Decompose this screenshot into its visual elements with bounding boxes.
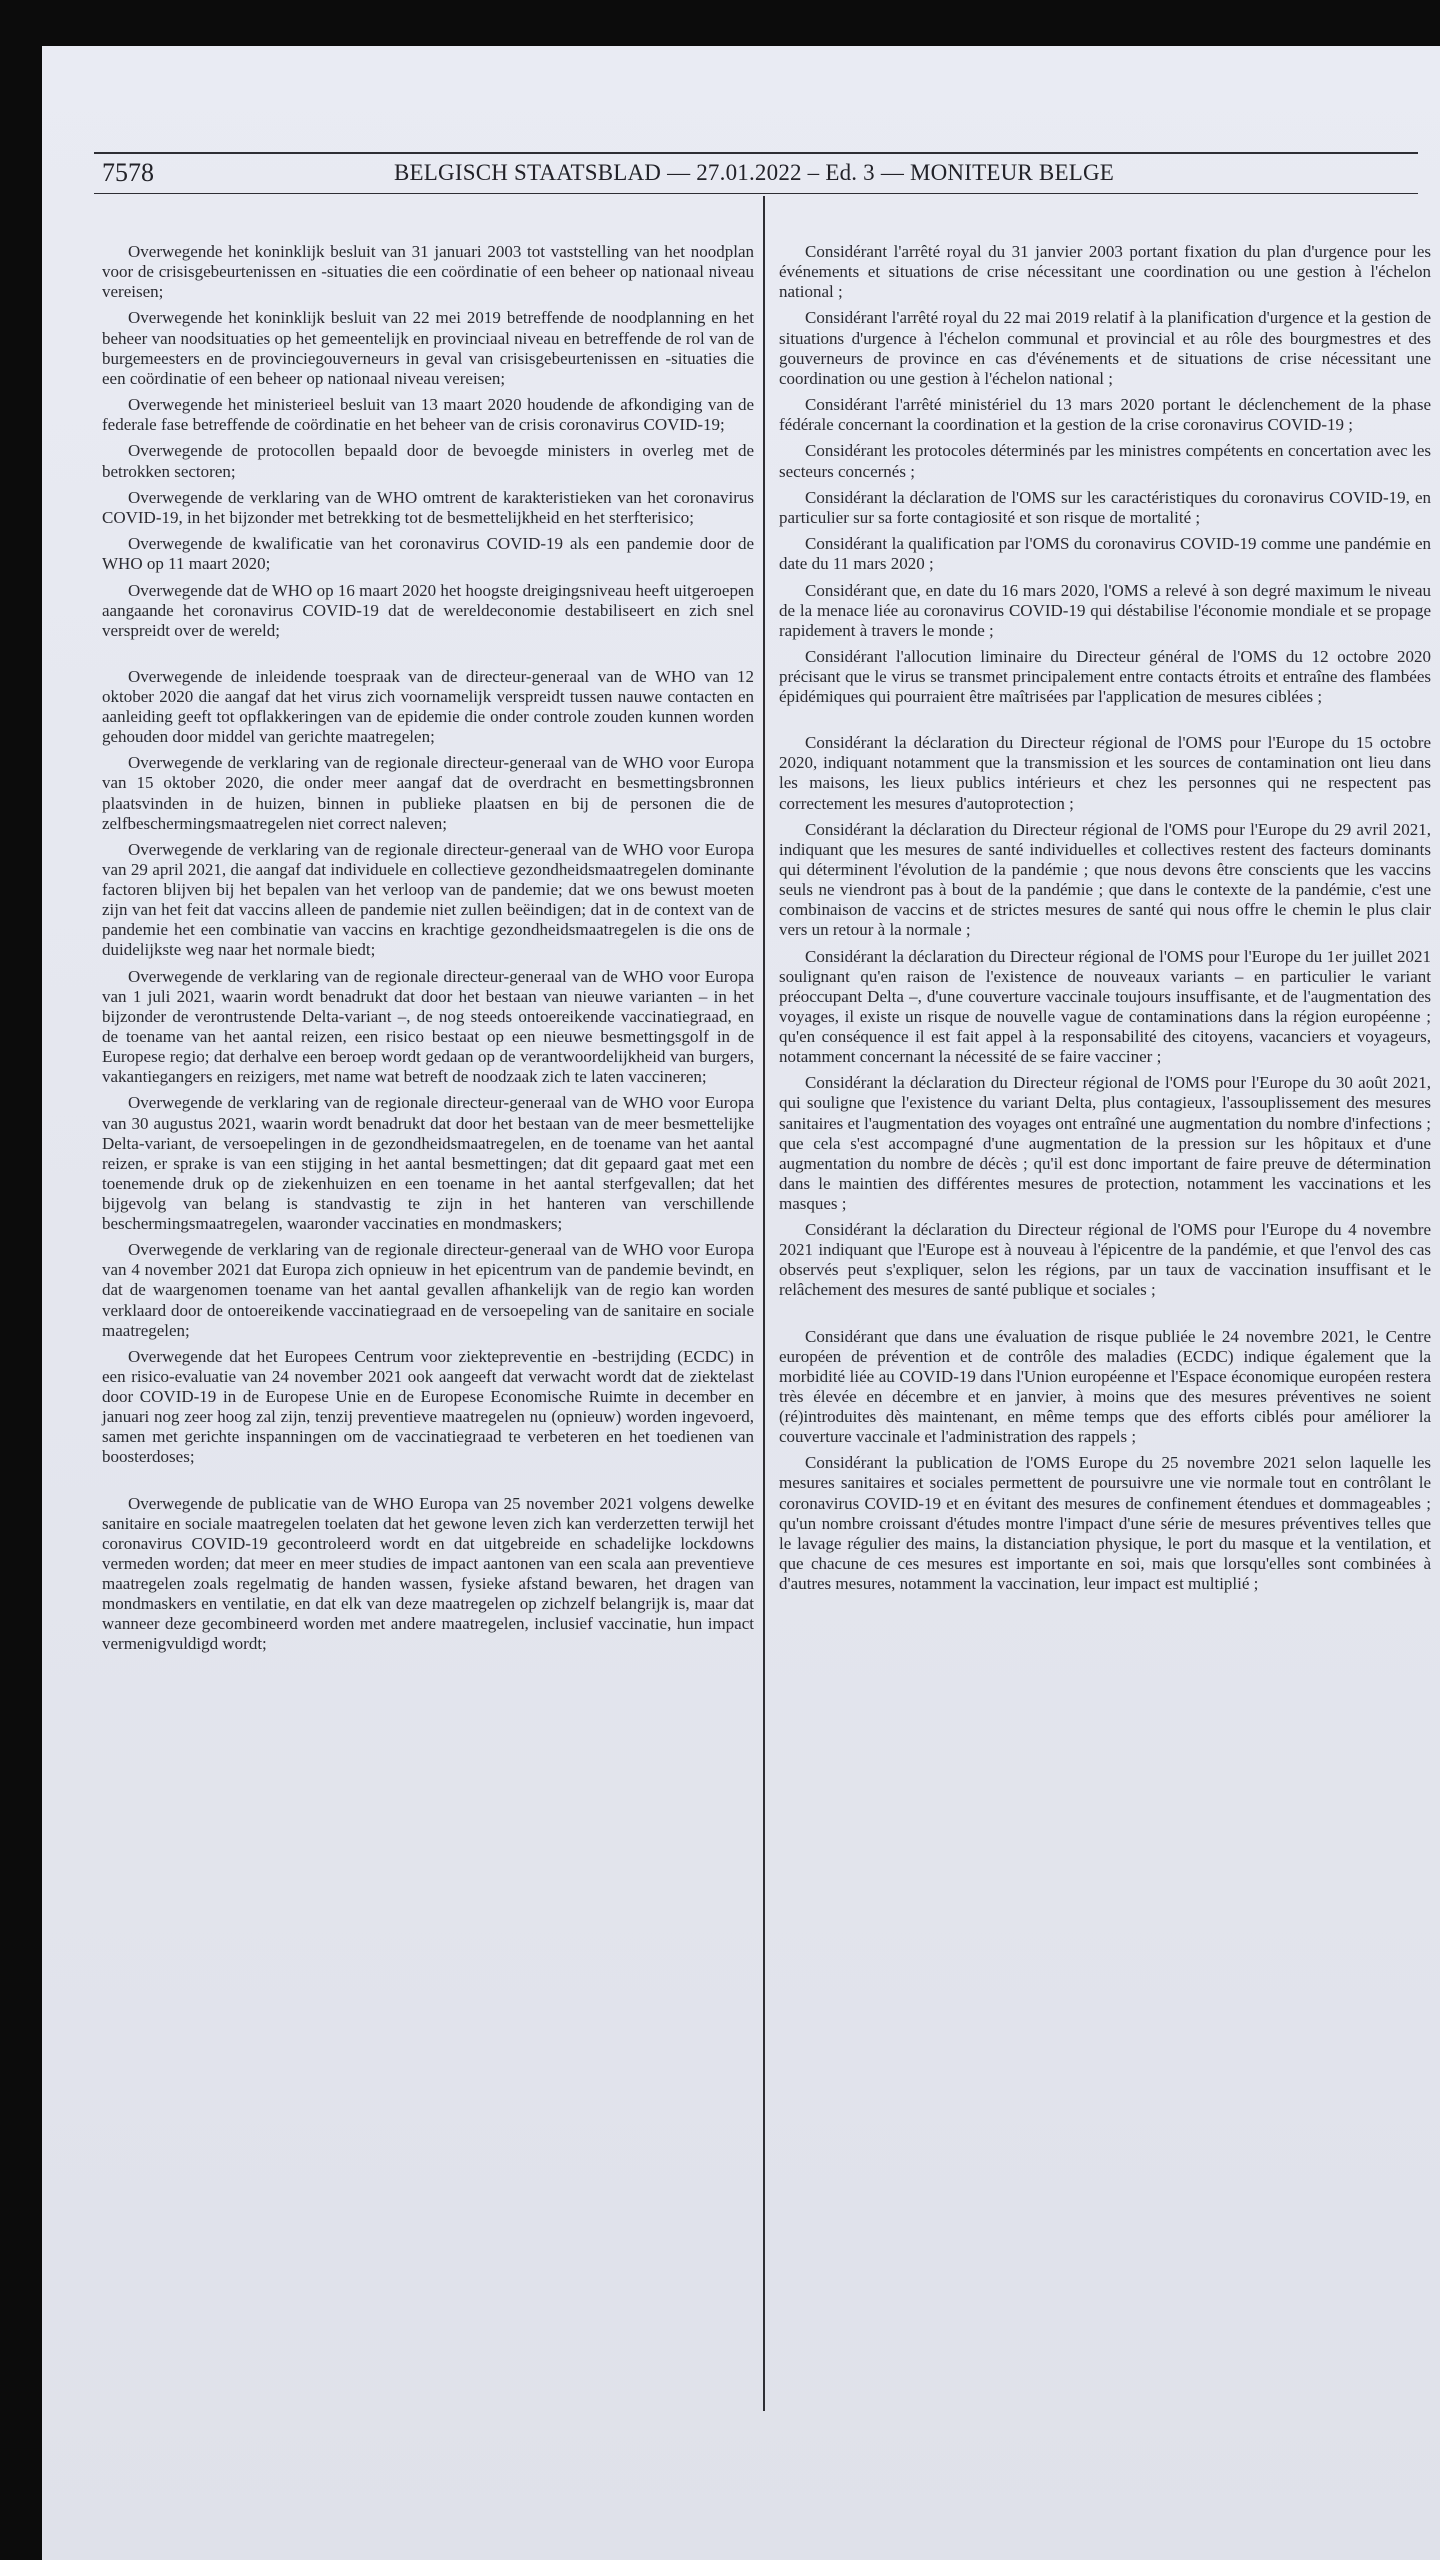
french-paragraph: Considérant que, en date du 16 mars 2020, l'OMS a relevé à son degré maximum le niveau de la menace liée au coronavirus COVID-19 qui déstabilise l'économie mondiale et se propage rapidement à travers le monde ;: [779, 580, 1431, 640]
french-paragraph: Considérant la déclaration de l'OMS sur les caractéristiques du coronavirus COVID-19, en particulier sur sa forte contagiosité et son risque de mortalité ;: [779, 487, 1431, 527]
page-header: [94, 156, 1418, 192]
dutch-column: [102, 242, 754, 1660]
dutch-paragraph: Overwegende de verklaring van de regionale directeur-generaal van de WHO voor Europa van 1 juli 2021, waarin wordt benadrukt dat door het bestaan van nieuwe varianten – in het bijzonder de verontrustende Delta-variant –, de nog steeds ontoereikende vaccinatiegraad, en de toename van het aantal reizen, een risico bestaat op een nieuwe besmettingsgolf in de Europese regio; dat derhalve een beroep wordt gedaan op de verantwoordelijkheid van burgers, vakantiegangers en reizigers, met name wat betreft de noodzaak zich te laten vaccineren;: [102, 966, 754, 1087]
dutch-paragraph: Overwegende de verklaring van de regionale directeur-generaal van de WHO voor Europa van 4 november 2021 dat Europa zich opnieuw in het epicentrum van de pandemie bevindt, en dat de waargenomen toename van het aantal gevallen afhankelijk van de regio kan worden verklaard door de ontoereikende vaccinatiegraad en de versoepeling van de sanitaire en sociale maatregelen;: [102, 1240, 754, 1340]
header-rule-top: [94, 152, 1418, 154]
dutch-paragraph: Overwegende het koninklijk besluit van 31 januari 2003 tot vaststelling van het noodplan voor de crisisgebeurtenissen en -situaties die een coördinatie of een beheer op nationaal niveau vereisen;: [102, 242, 754, 302]
french-paragraph: Considérant l'arrêté royal du 31 janvier 2003 portant fixation du plan d'urgence pour les événements et situations de crise nécessitant une coordination ou une gestion à l'échelon national ;: [779, 242, 1431, 302]
french-column: [779, 242, 1431, 1600]
french-paragraph: Considérant l'arrêté royal du 22 mai 2019 relatif à la planification d'urgence et la gestion de situations d'urgence à l'échelon communal et provincial et au rôle des bourgmestres et des gouverneurs de province en cas d'événements et de situations de crise nécessitant une coordination ou une gestion à l'échelon national ;: [779, 308, 1431, 388]
dutch-paragraph: Overwegende dat de WHO op 16 maart 2020 het hoogste dreigingsniveau heeft uitgeroepen aangaande het coronavirus COVID-19 dat de wereldeconomie destabiliseert en zich snel verspreidt over de wereld;: [102, 580, 754, 640]
column-divider: [763, 196, 765, 2411]
dutch-paragraph: Overwegende het koninklijk besluit van 22 mei 2019 betreffende de noodplanning en het beheer van noodsituaties op het gemeentelijk en provinciaal niveau en betreffende de rol van de burgemeesters en de provinciegouverneurs in geval van crisisgebeurtenissen en -situaties die een coördinatie of een beheer op nationaal niveau vereisen;: [102, 308, 754, 388]
french-paragraph: Considérant la déclaration du Directeur régional de l'OMS pour l'Europe du 30 août 2021, qui souligne que l'existence du variant Delta, plus contagieux, l'assouplissement des mesures sanitaires et l'augmentation des voyages ont entraîné une augmentation du nombre d'infections ; que cela s'est accompagné d'une augmentation de la pression sur les hôpitaux et d'une augmentation du nombre de décès ; qu'il est donc important de faire preuve de détermination dans le maintien des différentes mesures de protection, notamment les vaccinations et les masques ;: [779, 1073, 1431, 1213]
dutch-paragraph: Overwegende de verklaring van de WHO omtrent de karakteristieken van het coronavirus COVID-19, in het bijzonder met betrekking tot de besmettelijkheid en het sterfterisico;: [102, 487, 754, 527]
french-paragraph: Considérant la déclaration du Directeur régional de l'OMS pour l'Europe du 1er juillet 2021 soulignant qu'en raison de l'existence de nouveaux variants – en particulier le variant préoccupant Delta –, d'une couverture vaccinale toujours insuffisante, et de l'augmentation des voyages, il existe un risque de nouvelle vague de contaminations dans la région européenne ; qu'en conséquence il est fait appel à la responsabilité des citoyens, vacanciers et voyageurs, notamment concernant la nécessité de se faire vacciner ;: [779, 946, 1431, 1067]
dutch-paragraph: Overwegende de protocollen bepaald door de bevoegde ministers in overleg met de betrokken sectoren;: [102, 441, 754, 481]
dutch-paragraph: Overwegende de publicatie van de WHO Europa van 25 november 2021 volgens dewelke sanitaire en sociale maatregelen toelaten dat het gewone leven zich kan verderzetten terwijl het coronavirus COVID-19 gecontroleerd wordt en dat uitgebreide en schadelijke lockdowns vermeden worden; dat meer en meer studies de impact aantonen van een scala aan preventieve maatregelen zoals regelmatig de handen wassen, fysieke afstand bewaren, het dragen van mondmaskers en ventilatie, en dat elk van deze maatregelen op zichzelf belangrijk is, maar dat wanneer deze gecombineerd worden met andere maatregelen, inclusief vaccinatie, hun impact vermenigvuldigd wordt;: [102, 1493, 754, 1654]
page-number: 7578: [102, 158, 154, 187]
french-paragraph: Considérant la qualification par l'OMS du coronavirus COVID-19 comme une pandémie en date du 11 mars 2020 ;: [779, 534, 1431, 574]
french-paragraph: Considérant la déclaration du Directeur régional de l'OMS pour l'Europe du 4 novembre 2021 indiquant que l'Europe est à nouveau à l'épicentre de la pandémie, et que l'envol des cas observés peut s'expliquer, selon les régions, par un taux de vaccination insuffisant et le relâchement des mesures de santé publique et sociales ;: [779, 1220, 1431, 1300]
dutch-paragraph: Overwegende de kwalificatie van het coronavirus COVID-19 als een pandemie door de WHO op 11 maart 2020;: [102, 534, 754, 574]
french-paragraph: Considérant la déclaration du Directeur régional de l'OMS pour l'Europe du 29 avril 2021, indiquant que les mesures de santé individuelles et collectives restent des facteurs dominants qui déterminent l'évolution de la pandémie ; que nous devons être conscients que les vaccins seuls ne viendront pas à bout de la pandémie ; que dans le contexte de la pandémie, c'est une combinaison de vaccins et de strictes mesures de santé qui nous offre le chemin le plus clair vers un retour à la normale ;: [779, 819, 1431, 940]
dutch-paragraph: Overwegende de inleidende toespraak van de directeur-generaal van de WHO van 12 oktober 2020 die aangaf dat het virus zich voornamelijk verspreidt tussen nauwe contacten en aanleiding geeft tot opflakkeringen van de epidemie die onder controle zouden kunnen worden gehouden door middel van gerichte maatregelen;: [102, 666, 754, 747]
page-title: BELGISCH STAATSBLAD — 27.01.2022 – Ed. 3 — MONITEUR BELGE: [394, 160, 1114, 185]
dutch-paragraph: Overwegende de verklaring van de regionale directeur-generaal van de WHO voor Europa van 30 augustus 2021, waarin wordt benadrukt dat door het bestaan van de meer besmettelijke Delta-variant, de versoepelingen in de gezondheidsmaatregelen, en de toename van het aantal reizen, er sprake is van een stijging in het aantal besmettingen; dat dit gepaard gaat met een toenemende druk op de ziekenhuizen en een toename in het aantal sterfgevallen; dat het bijgevolg van belang is standvastig te zijn in het hanteren van verschillende beschermingsmaatregelen, waaronder vaccinaties en mondmaskers;: [102, 1093, 754, 1233]
french-paragraph: Considérant l'allocution liminaire du Directeur général de l'OMS du 12 octobre 2020 précisant que le virus se transmet principalement entre contacts étroits et entraîne des flambées épidémiques qui pourraient être maîtrisées par l'application de mesures ciblées ;: [779, 647, 1431, 707]
french-paragraph: Considérant la publication de l'OMS Europe du 25 novembre 2021 selon laquelle les mesures sanitaires et sociales permettent de poursuivre une vie normale tout en contrôlant le coronavirus COVID-19 et en évitant des mesures de confinement étendues et dommageables ; qu'un nombre croissant d'études montre l'impact d'une série de mesures préventives telles que le lavage régulier des mains, la distanciation physique, le port du masque et la ventilation, et que chacune de ces mesures est importante en soi, mais que lorsqu'elles sont combinées à d'autres mesures, notamment la vaccination, leur impact est multiplié ;: [779, 1453, 1431, 1593]
dutch-paragraph: Overwegende de verklaring van de regionale directeur-generaal van de WHO voor Europa van 29 april 2021, die aangaf dat individuele en collectieve gezondheidsmaatregelen dominante factoren blijven bij het bepalen van het verloop van de pandemie; dat we ons bewust moeten zijn van het feit dat vaccins alleen de pandemie niet zullen beëindigen; dat in de context van de pandemie het een combinatie van vaccins en krachtige gezondheidsmaatregelen is die ons de duidelijkste weg naar het normale biedt;: [102, 839, 754, 960]
french-paragraph: Considérant la déclaration du Directeur régional de l'OMS pour l'Europe du 15 octobre 2020, indiquant notamment que la transmission et les sources de contamination ont lieu dans les maisons, les lieux publics intérieurs et chez les personnes qui ne respectent pas correctement les mesures d'autoprotection ;: [779, 733, 1431, 813]
french-paragraph: Considérant les protocoles déterminés par les ministres compétents en concertation avec les secteurs concernés ;: [779, 441, 1431, 481]
french-paragraph: Considérant que dans une évaluation de risque publiée le 24 novembre 2021, le Centre européen de prévention et de contrôle des maladies (ECDC) indique également que la morbidité liée au COVID-19 dans l'Union européenne et l'Espace économique européen restera très élevée en décembre et en janvier, à moins que des mesures préventives ne soient (ré)introduites dès maintenant, en même temps que des efforts ciblés pour améliorer la couverture vaccinale et l'administration des rappels ;: [779, 1326, 1431, 1447]
dutch-paragraph: Overwegende het ministerieel besluit van 13 maart 2020 houdende de afkondiging van de federale fase betreffende de coördinatie en het beheer van de crisis coronavirus COVID-19;: [102, 395, 754, 435]
dutch-paragraph: Overwegende de verklaring van de regionale directeur-generaal van de WHO voor Europa van 15 oktober 2020, die onder meer aangaf dat de overdracht en besmettingsbronnen plaatsvinden in de huizen, binnen in publieke plaatsen en bij de personen die de zelfbeschermingsmaatregelen niet correct naleven;: [102, 753, 754, 833]
header-rule-bottom: [94, 193, 1418, 194]
french-paragraph: Considérant l'arrêté ministériel du 13 mars 2020 portant le déclenchement de la phase fédérale concernant la coordination et la gestion de la crise coronavirus COVID-19 ;: [779, 395, 1431, 435]
dutch-paragraph: Overwegende dat het Europees Centrum voor ziektepreventie en -bestrijding (ECDC) in een risico-evaluatie van 24 november 2021 ook aangeeft dat verwacht wordt dat de ziektelast door COVID-19 in de Europese Unie en de Europese Economische Ruimte in december en januari nog zeer hoog zal zijn, tenzij preventieve maatregelen nu (opnieuw) worden ingevoerd, samen met gerichte inspanningen om de vaccinatiegraad te verbeteren en het toedienen van boosterdoses;: [102, 1346, 754, 1467]
gazette-page: [42, 46, 1440, 2560]
